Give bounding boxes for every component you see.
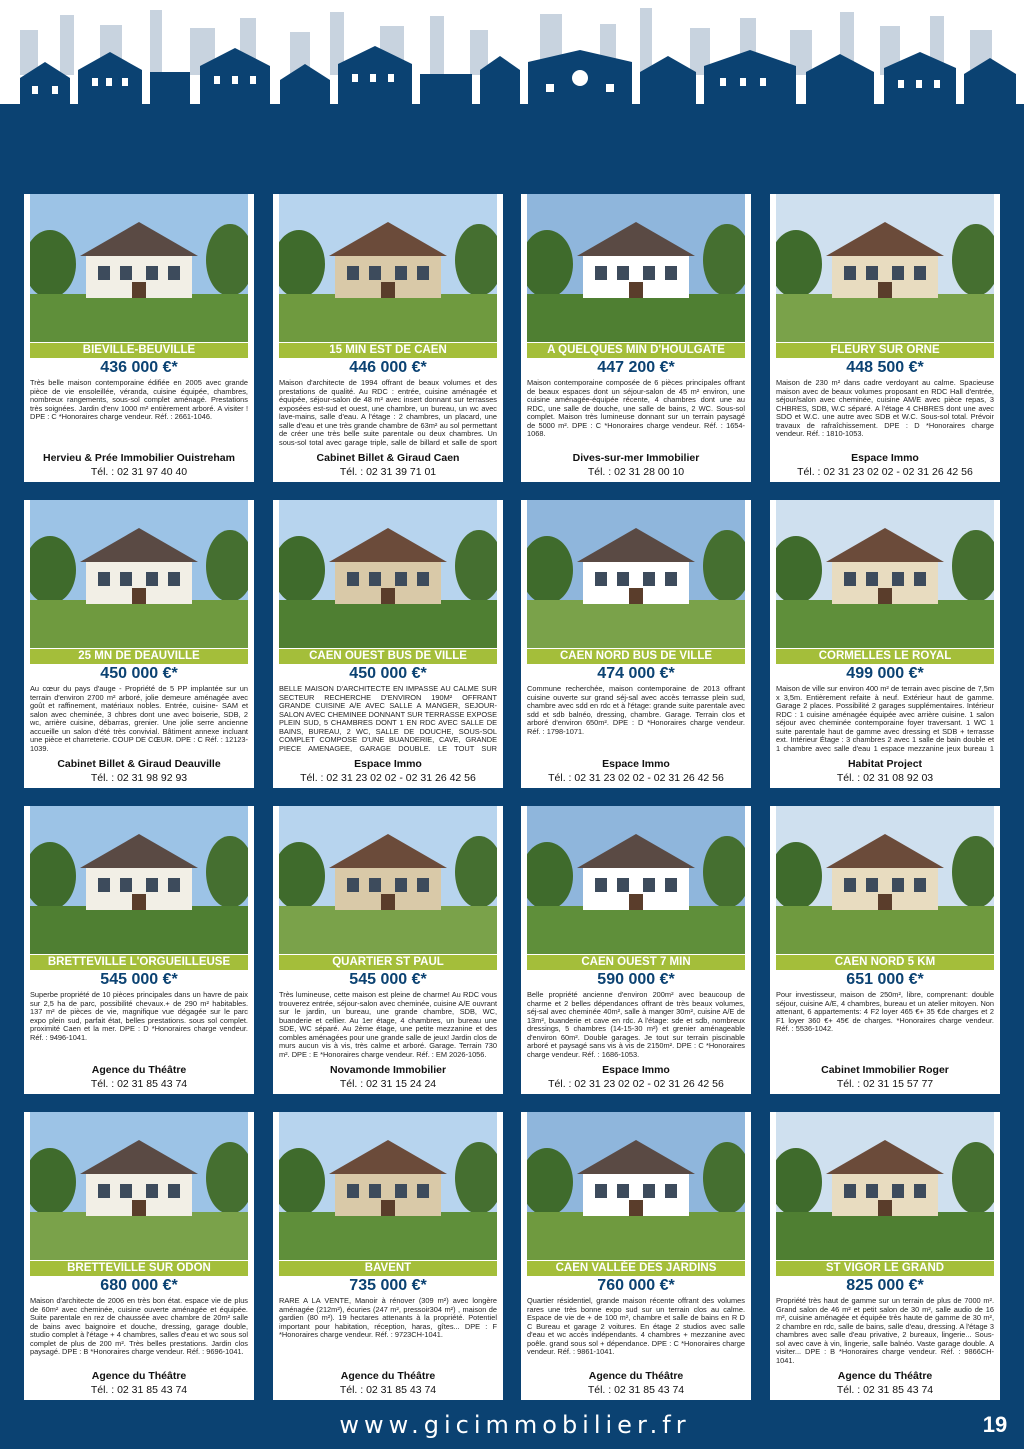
listing-location: FLEURY SUR ORNE xyxy=(776,343,994,358)
listing-card[interactable] xyxy=(24,194,254,482)
listing-description: Quartier résidentiel, grande maison récente offrant des volumes rares une très bonne expo sud sur un terrain clos au calme. Espace de vie de + de 100 m², chambre et salle de bains en R D C Bureau et garage 2 voitures. En étage 2 studios avec salle d'eau et wc accès indépendants. 4 chambres + mezzanine avec poêle. grand sous sol + dépendance. DPE : C *Honoraires charge vendeur. Réf. : 9861-1041. xyxy=(527,1297,745,1356)
property-photo xyxy=(527,806,745,954)
listing-description: Maison d'architecte de 2006 en très bon état. espace vie de plus de 60m² avec cheminée, cuisine ouverte aménagée et équipée. Suite parentale en rez de chaussée avec chambre de 20m² salle de bains avec baignoire et douche, dressing, garage double, studio complet à l'étage + 4 chambres, salles d'eau et wc sous sol complet de plus de 200 m². Très belles prestations. Jardin clos paysagé. DPE : B *Honoraires charge vendeur. Réf. : 9696-1041. xyxy=(30,1297,248,1356)
listing-agency: Agence du Théâtre xyxy=(588,1370,684,1382)
listing-agency: Espace Immo xyxy=(602,758,670,770)
listing-agency: Novamonde Immobilier xyxy=(329,1064,447,1076)
listing-description: Pour investisseur, maison de 250m², libre, comprenant: double séjour, cuisine A/E, 4 chambres, bureau et un atelier mitoyen. Non attenant, 6 appartements: 4 F2 loyer 465 €+ 35 €de charges et 2 F1 loyer 360 €+ 45€ de charges. *Honoraires charge vendeur. Réf. : 5536-1042. xyxy=(776,991,994,1033)
listing-card[interactable] xyxy=(770,194,1000,482)
listing-location: BRETTEVILLE SUR ODON xyxy=(30,1261,248,1276)
listing-card[interactable] xyxy=(521,194,751,482)
property-photo xyxy=(527,500,745,648)
listing-card[interactable] xyxy=(24,500,254,788)
listing-price: 590 000 €* xyxy=(597,971,675,988)
listing-phone[interactable]: Tél. : 02 31 23 02 02 - 02 31 26 42 56 xyxy=(300,772,476,784)
listing-location: CORMELLES LE ROYAL xyxy=(776,649,994,664)
listing-agency: Agence du Théâtre xyxy=(91,1064,187,1076)
listing-description: Maison de ville sur environ 400 m² de terrain avec piscine de 7,5m x 3,5m. Entièrement refaite à neuf. Extérieur haut de gamme. Garage 2 places. Possibilité 2 garages supplémentaires. Intérieur RDC : 1 cuisine aménagée équipée avec arrière cuisine. 1 salon séjour avec cheminée contemporaine foyer traversant. 1 WC 1 suite parentale haut de gamme avec dressing et SDB + terrasse ext. Intérieur Étage : 3 chambres 2 avec 1 salle de bain double et 1 chambre avec salle d'eau 1 espace mezzanine jeux bureau 1 xyxy=(776,685,994,753)
listing-agency: Cabinet Immobilier Roger xyxy=(821,1064,949,1076)
listing-description: Propriété très haut de gamme sur un terrain de plus de 7000 m². Grand salon de 46 m² et petit salon de 30 m², salle audio de 16 m², cuisine aménagée et équipée très haute de gamme de 30 m², 2 chambre en rdc, salle de bains, salle d'eau, dressing. A l'étage 3 chambres avec salle d'eau privative, 2 bureaux, lingerie... Sous-sol avec cave à vin, lingerie, salle balnéo. Vaste garage double. A visiter... DPE : B *Honoraires charge vendeur. Réf. : 9866CH-1041. xyxy=(776,1297,994,1365)
listing-card[interactable] xyxy=(770,1112,1000,1400)
listing-price: 651 000 €* xyxy=(846,971,924,988)
listing-location: CAEN NORD 5 KM xyxy=(776,955,994,970)
listing-location: CAEN OUEST 7 MIN xyxy=(527,955,745,970)
listing-agency: Agence du Théâtre xyxy=(837,1370,933,1382)
listing-agency: Habitat Project xyxy=(847,758,923,770)
listing-price: 436 000 €* xyxy=(100,359,178,376)
listing-phone[interactable]: Tél. : 02 31 23 02 02 - 02 31 26 42 56 xyxy=(797,466,973,478)
listing-agency: Cabinet Billet & Giraud Deauville xyxy=(57,758,221,770)
property-photo xyxy=(30,500,248,648)
listing-location: BIEVILLE-BEUVILLE xyxy=(30,343,248,358)
page-number: 19 xyxy=(982,1412,1008,1437)
listing-phone[interactable]: Tél. : 02 31 39 71 01 xyxy=(339,466,437,478)
listing-card[interactable] xyxy=(770,500,1000,788)
listing-card[interactable] xyxy=(273,1112,503,1400)
property-photo xyxy=(527,194,745,342)
listing-description: Maison de 230 m² dans cadre verdoyant au calme. Spacieuse maison avec de beaux volumes proposant en RDC Hall d'entrée, séjour/salon avec cheminée, cuisine AM/E avec pièce repas, 3 CHBRES, SDB, W.C séparé. A l'étage 4 CHBRES dont une avec SDO et W.C. une autre avec SDB et W.C. Sous-sol total. Prévoir travaux de rafraîchissement. DPE : D *Honoraires charge vendeur. Réf. : 1810-1053. xyxy=(776,379,994,438)
listing-phone[interactable]: Tél. : 02 31 15 24 24 xyxy=(339,1078,437,1090)
city-skyline-banner xyxy=(0,0,1024,150)
listing-price: 545 000 €* xyxy=(349,971,427,988)
listing-agency: Hervieu & Prée Immobilier Ouistreham xyxy=(43,452,235,464)
listing-price: 446 000 €* xyxy=(349,359,427,376)
listing-agency: Agence du Théâtre xyxy=(91,1370,187,1382)
listing-description: Maison contemporaine composée de 6 pièces principales offrant de beaux espaces dont un séjour-salon de 45 m² environ, une cuisine aménagée-équipée récente, 4 chambres dont une au RDC, une salle de douche, une salle de bains, 2 WC. Sous-sol complet. Maison très lumineuse donnant sur un terrain paysagé de 5000 m². DPE : C *Honoraires charge vendeur. Réf. : 1654-1068. xyxy=(527,379,745,438)
listing-location: CAEN OUEST BUS DE VILLE xyxy=(279,649,497,664)
listing-location: A QUELQUES MIN D'HOULGATE xyxy=(527,343,745,358)
listing-description: Maison d'architecte de 1994 offrant de beaux volumes et des prestations de qualité. Au RDC : entrée, cuisine aménagée et équipée, séjour-salon de 48 m² avec insert donnant sur terrasses exposées est-sud et ouest, une chambre, un bureau, un wc avec lave-mains, salle d'eau. A l'étage : 2 chambres, un placard, une salle d'eau et une très grande chambre de 63m² au sol permettant de créer une très belle suite parentale ou deux chambres. Un sous-sol total avec garage triple, salle de billard et salle de sport xyxy=(279,379,497,447)
listing-phone[interactable]: Tél. : 02 31 98 92 93 xyxy=(90,772,188,784)
listing-card[interactable] xyxy=(521,1112,751,1400)
listing-price: 447 200 €* xyxy=(597,359,675,376)
listing-description: Belle propriété ancienne d'environ 200m² avec beaucoup de charme et 2 belles dépendances offrant de très beaux volumes, séj-sal avec cheminée 40m², salle à manger 30m², cuisine A/E de 13m², buanderie et cave en rdc. A l'étage: sde et sdb, nombreux dressings, 5 chambres (14-15-30 m²) et grenier aménageable d'environ 60m². Double garages. Je tout sur terrain piscinable arboré et paysagé sans vis à vis de 2150m². DPE : C *Honoraires charge vendeur. Réf. : 1686-1053. xyxy=(527,991,745,1059)
listing-agency: Agence du Théâtre xyxy=(340,1370,436,1382)
listing-phone[interactable]: Tél. : 02 31 97 40 40 xyxy=(90,466,188,478)
listing-price: 450 000 €* xyxy=(349,665,427,682)
listing-location: 25 MN DE DEAUVILLE xyxy=(30,649,248,664)
listing-price: 760 000 €* xyxy=(597,1277,675,1294)
listing-location: 15 MIN EST DE CAEN xyxy=(279,343,497,358)
listing-phone[interactable]: Tél. : 02 31 85 43 74 xyxy=(836,1384,934,1396)
listing-price: 499 000 €* xyxy=(846,665,924,682)
listing-price: 825 000 €* xyxy=(846,1277,924,1294)
listing-card[interactable] xyxy=(273,194,503,482)
property-photo xyxy=(279,806,497,954)
listing-price: 735 000 €* xyxy=(349,1277,427,1294)
listing-description: BELLE MAISON D'ARCHITECTE EN IMPASSE AU CALME SUR SECTEUR RECHERCHE D'ENVIRON 190M² OFFRANT GRANDE CUISINE A/E AVEC SALLE A MANGER, SEJOUR-SALON AVEC CHEMINEE DONNANT SUR TERRASSE EXPOSE PLEIN SUD, 5 CHAMBRES DONT 1 EN RDC AVEC SALLE DE BAINS, BUREAU, 2 WC, SALLE DE DOUCHE, SOUS-SOL COMPLET COMPOSE D'UNE BUANDERIE, CAVE, GRANDE PIECE AMENAGEE, GARAGE DOUBLE. LE TOUT SUR xyxy=(279,685,497,753)
listing-phone[interactable]: Tél. : 02 31 28 00 10 xyxy=(587,466,685,478)
listing-agency: Dives-sur-mer Immobilier xyxy=(572,452,700,464)
property-photo xyxy=(30,806,248,954)
listing-location: CAEN NORD BUS DE VILLE xyxy=(527,649,745,664)
listing-agency: Cabinet Billet & Giraud Caen xyxy=(316,452,460,464)
listing-card[interactable] xyxy=(770,806,1000,1094)
listing-description: Très lumineuse, cette maison est pleine de charme! Au RDC vous trouverez entrée, séjour-salon avec cheminée, cuisine A/E ouvrant sur le jardin, un bureau, une grande chambre, SDB, WC, buanderie et cellier. Au 1er étage, 4 chambres, un bureau une SDE, WC séparé. Au 2ème étage, une petite mezzanine et des combles aménagées pour une grande salle de jeux! Jardin clos de murs aucun vis à vis, très calme et arboré. Garage. Terrain 730 m². DPE : E *Honoraires charge vendeur. Réf. : EM 2026-1056. xyxy=(279,991,497,1059)
listing-card[interactable] xyxy=(521,500,751,788)
listing-card[interactable] xyxy=(273,500,503,788)
listing-phone[interactable]: Tél. : 02 31 85 43 74 xyxy=(587,1384,685,1396)
listing-phone[interactable]: Tél. : 02 31 85 43 74 xyxy=(90,1384,188,1396)
listing-agency: Espace Immo xyxy=(851,452,919,464)
listing-description: Au cœur du pays d'auge - Propriété de 5 PP implantée sur un terrain d'environ 2700 m² arboré, jolie demeure aménagée avec goût et raffinement, matériaux nobles. Entrée, cuisine- SAM et salon avec cheminée, 3 chbres dont une avec boiserie, SDB, 2 wc, arrière cuisine, débarras, grenier. Une jolie serre ancienne accueille un salon d'été très convivial. Bâtiment annexe incluant une pièce et charreterie. COUP DE CŒUR. DPE : C Réf. : 12123-1039. xyxy=(30,685,248,753)
listing-location: BRETTEVILLE L'ORGUEILLEUSE xyxy=(30,955,248,970)
property-photo xyxy=(279,194,497,342)
listing-agency: Espace Immo xyxy=(354,758,422,770)
listings-grid xyxy=(24,194,1002,1402)
listing-phone[interactable]: Tél. : 02 31 85 43 74 xyxy=(90,1078,188,1090)
listing-location: ST VIGOR LE GRAND xyxy=(776,1261,994,1276)
property-photo xyxy=(776,1112,994,1260)
listing-price: 474 000 €* xyxy=(597,665,675,682)
listing-card[interactable] xyxy=(273,806,503,1094)
listing-price: 448 500 €* xyxy=(846,359,924,376)
listing-location: QUARTIER ST PAUL xyxy=(279,955,497,970)
property-photo xyxy=(776,806,994,954)
property-photo xyxy=(776,194,994,342)
property-photo xyxy=(776,500,994,648)
listing-location: CAEN VALLÉE DES JARDINS xyxy=(527,1261,745,1276)
property-photo xyxy=(30,194,248,342)
listing-phone[interactable]: Tél. : 02 31 23 02 02 - 02 31 26 42 56 xyxy=(548,1078,724,1090)
listing-description: Commune recherchée, maison contemporaine de 2013 offrant cuisine ouverte sur grand séj-sal avec accès terrasse plein sud, chambre avec sdd en rdc et à l'étage: grande suite parentale avec sdd et sdb balnéo, dressing, chambre. Garage. Terrain clos et arboré d'environ 650m². DPE : D *Honoraires charge vendeur. Réf. : 1798-1071. xyxy=(527,685,745,736)
listing-card[interactable] xyxy=(521,806,751,1094)
listing-price: 545 000 €* xyxy=(100,971,178,988)
listing-description: RARE A LA VENTE, Manoir à rénover (309 m²) avec longère aménagée (212m²), écuries (247 m², pressoir304 m²) , maison de gardien (80 m²). 19 hectares attenants à la propriété. Potentiel important pour habitation, réception, haras, gîtes... DPE : F *Honoraires charge vendeur. Réf. : 9723CH-1041. xyxy=(279,1297,497,1339)
listing-location: BAVENT xyxy=(279,1261,497,1276)
listing-card[interactable] xyxy=(24,806,254,1094)
listing-price: 450 000 €* xyxy=(100,665,178,682)
listing-card[interactable] xyxy=(24,1112,254,1400)
website-url[interactable]: www.gicimmobilier.fr xyxy=(339,1411,691,1439)
listing-description: Très belle maison contemporaine édifiée en 2005 avec grande pièce de vie ensoleillée, véranda, cuisine équipée, chambres, nombreux rangements, sous-sol complet aménagé. Prestations très soignées. Jardin d'env 1000 m² entièrement arboré. A visiter ! DPE : C *Honoraires charge vendeur. Réf. : 2661-1046. xyxy=(30,379,248,421)
property-photo xyxy=(527,1112,745,1260)
property-photo xyxy=(279,1112,497,1260)
listing-phone[interactable]: Tél. : 02 31 15 57 77 xyxy=(836,1078,934,1090)
listing-phone[interactable]: Tél. : 02 31 85 43 74 xyxy=(339,1384,437,1396)
listing-price: 680 000 €* xyxy=(100,1277,178,1294)
property-photo xyxy=(279,500,497,648)
listing-phone[interactable]: Tél. : 02 31 08 92 03 xyxy=(836,772,934,784)
listing-description: Superbe propriété de 10 pièces principales dans un havre de paix sur 2,5 ha de parc, possibilité chevaux.+ de 290 m² habitables. 137 m² de pièces de vie, magnifique vue dégagée sur le parc expo plein sud, parfait état, belles prestations. sous sol complet. proximité Caen et la mer. DPE : D *Honoraires charge vendeur. Réf. : 9496-1041. xyxy=(30,991,248,1042)
property-photo xyxy=(30,1112,248,1260)
listing-agency: Espace Immo xyxy=(602,1064,670,1076)
listing-phone[interactable]: Tél. : 02 31 23 02 02 - 02 31 26 42 56 xyxy=(548,772,724,784)
